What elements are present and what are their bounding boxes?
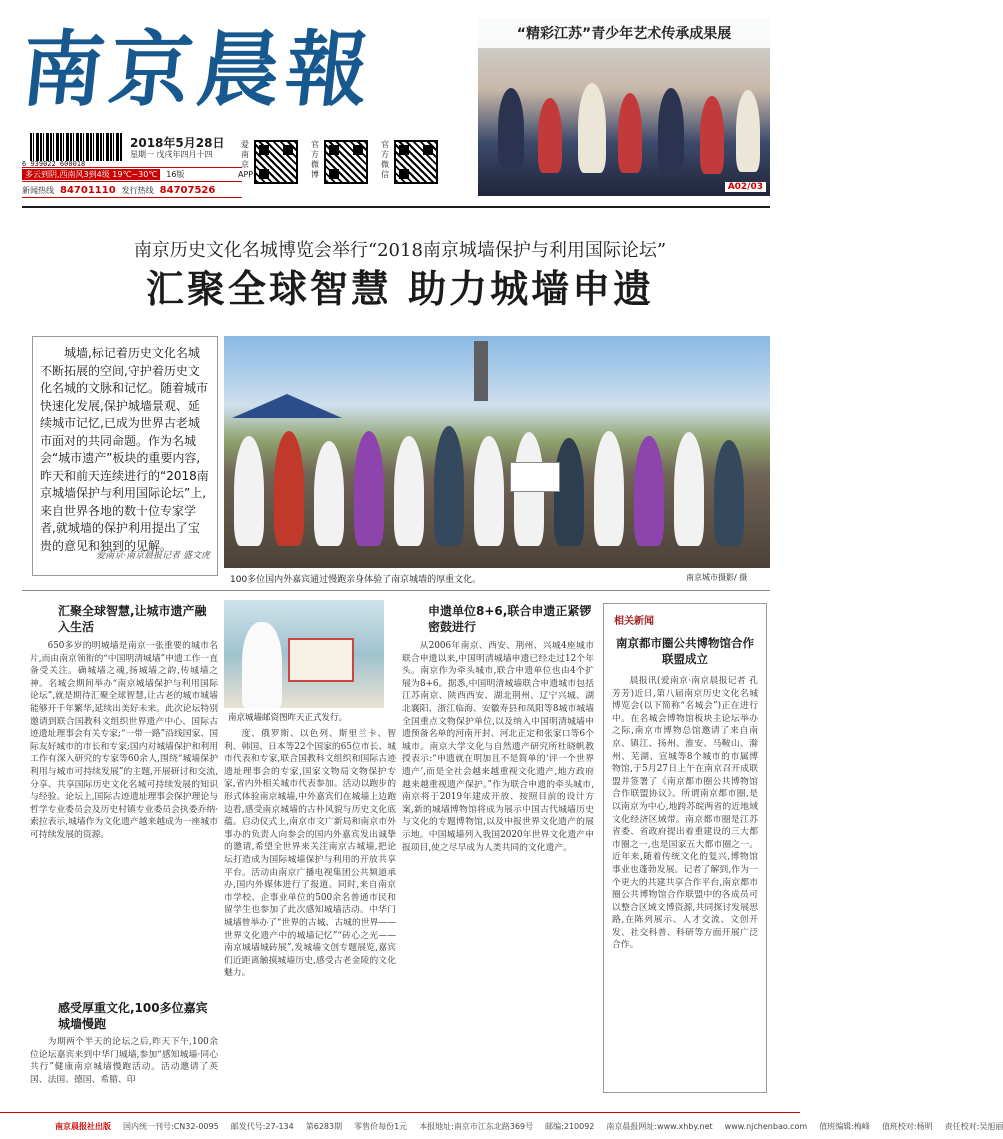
col1-text-2: 为期两个半天的论坛之后,昨天下午,100余位论坛嘉宾来到中华门城墙,参加“感知城墙·同心共行”健康南京城墙慢跑活动。活动邀请了英国、法国、德国、希腊、印 (30, 1037, 218, 1085)
col2-text: 度、俄罗斯、以色列、斯里兰卡、智利、韩国、日本等22个国家的65位市长、城市代表和专家,联合国教科文组织和国际古迹遗址理事会的专家,国家文物局文物保护专家,省内外相关城市代表参加。活动以跑步的形式体验南京城墙,中外嘉宾们在城墙上边跑边看,感受南京城墙的古朴风貌与历史文化底蕴。启动仪式上,南京市文广新局和南京市外事办的负责人向参会的国内外嘉宾发出诚挚的邀请,希望全世界来关注南京古城墙,把论坛打造成为国际城墙保护与利用的开放共享平台。活动由南京广播电视集团公共频道承办,国内外媒体进行了报道。同时,来自南京市学校、企事业单位的500余名普通市民和留学生也参加了此次感知城墙活动。中华门城墙曾举办了“世界的古城、古城的世界——世界文化遗产中的城墙记忆”“砖心之光——南京城墙城砖展”,发城墙文创专题展览,嘉宾们近距离触摸城墙历史,感受古老金陵的文化魅力。 (224, 729, 396, 979)
col1-subhead-1: 汇聚全球智慧,让城市遗产融入生活 (58, 604, 207, 634)
footer-bar (0, 1112, 1003, 1139)
col2-body (224, 728, 396, 1104)
person-shape (242, 622, 282, 708)
main-photo-caption: 100多位国内外嘉宾通过慢跑亲身体验了南京城墙的厚重文化。 (230, 575, 482, 585)
stamp-photo (224, 600, 384, 708)
related-news-text: 晨报讯(爱南京·南京晨报记者 孔芳芳)近日,第八届南京历史文化名城博览会(以下简称“名城会”)正在进行中。在名城会博物馆板块主论坛举办之际,南京市博物总馆邀请了来自南京、镇江、扬州、淮安、马鞍山、滁州、芜湖、宣城等8个城市的市属博物馆,于5月27日上午在南京召开成联盟并签署了《南京都市圈公共博物馆合作联盟协议》。所谓南京都市圈,是以南京为中心,地跨苏皖两省的近地域文化经济区域带。南京都市圈是江苏省委、省政府提出着重建设的三大都市圈之一,也是国家五大都市圈之一。近年来,随着传统文化的复兴,博物馆事业也蓬勃发展。记者了解到,作为一个更大的共建共享合作平台,南京都市圈公共博物馆合作联盟中的各成员可以整合区域文博资源,共同探讨发展思路,在陈列展示、人才交流、文创开发、社交科普、科研等方面开展广泛合作。 (612, 676, 758, 951)
issue-date: 2018年5月28日 (130, 136, 225, 150)
footer-editor: 值班编辑:梅峰 (819, 1121, 870, 1131)
footer-address: 本报地址:南京市江东北路369号 (419, 1121, 534, 1131)
tent-shape (232, 394, 342, 418)
hotline-number: 84701110 (60, 184, 116, 196)
weather-text: 多云到阴,西南风3到4级 19℃~30℃ (22, 169, 160, 180)
related-news-title: 南京都市圈公共博物馆合作联盟成立 (616, 636, 754, 666)
related-news-tag: 相关新闻 (614, 616, 654, 627)
footer-postal: 邮发代号:27-134 (230, 1121, 294, 1131)
lunar-date: 星期一 戊戌年四月十四 (130, 150, 213, 159)
footer-website-2: www.njchenbao.com (724, 1121, 808, 1131)
footer-website-1: 南京晨报网址:www.xhby.net (606, 1121, 713, 1131)
col3-body (402, 640, 594, 1104)
main-photo (224, 336, 770, 568)
col3-subhead: 申遗单位8+6,联合申遗正紧锣密鼓进行 (428, 604, 592, 634)
dist-label: 发行热线 (121, 185, 154, 195)
pagoda-shape (474, 341, 488, 401)
qr-label-wechat: 官方微信 (381, 140, 389, 179)
app-qr-code (254, 140, 298, 184)
related-news-body (612, 675, 758, 1093)
footer-cn: 国内统一刊号:CN32-0095 (123, 1121, 219, 1131)
banner-title: “精彩江苏”青少年艺术传承成果展 (478, 18, 770, 48)
related-news-box (603, 603, 767, 1093)
wechat-qr-code (394, 140, 438, 184)
main-photo-credit: 南京城市摄影/ 摄 (686, 573, 748, 582)
col1-text-1: 650多岁的明城墙是南京一张重要的城市名片,而由南京领衔的“中国明清城墙”申遗工作一直备受关注。确城墙之魂,扬城墙之韵,传城墙之神。名城会期间举办“南京城墙保护与利用国际论坛”,就是期待汇聚全球智慧,让古老的城市城墙能够开千年繁华,延续出美好未来。此次论坛特别邀请到联合国教科文组织世界遗产中心、国际古迹遗址理事会有关专家;“一带一路”沿线国家、国际友好城市的市长和专家;国内对城墙保护和利用工作有深入研究的专家等60余人,围绕“城墙保护利用与城市可持续发展”的主题,开展研讨和交流,分享、共享国际历史文化名城可持续发展的知识与经验。论坛上,国际古迹遗址理事会保护理论与哲学专业委员会及历史村镇专业委员会执委乔纳·索拉表示,城墙作为文化遗产越来越成为一座城市可持续发展的资源。 (30, 641, 218, 840)
qr-label-weibo: 官方微博 (311, 140, 319, 179)
masthead-divider (22, 206, 770, 208)
footer-zip: 邮编:210092 (545, 1121, 595, 1131)
footer-publisher: 南京晨报社出版 (55, 1121, 111, 1131)
banner-page-ref: A02/03 (725, 182, 766, 192)
hotline-row (22, 183, 242, 198)
held-sign (510, 462, 560, 492)
footer-price: 零售价每份1元 (354, 1121, 408, 1131)
barcode (30, 133, 122, 161)
weibo-qr-code (324, 140, 368, 184)
col1-body-2 (30, 1036, 218, 1104)
section-divider (22, 590, 770, 591)
footer-proof-2: 责任校对:吴旭丽 (944, 1121, 1003, 1131)
col1-body-1 (30, 640, 218, 994)
footer-issue: 第6283期 (305, 1121, 343, 1131)
hotline-label: 新闻热线 (22, 185, 54, 195)
headline-kicker: 南京历史文化名城博览会举行“2018南京城墙保护与利用国际论坛” (133, 240, 667, 261)
pages-count: 16版 (166, 170, 185, 179)
barcode-number: 6 939022 600018 (22, 160, 86, 168)
col1-subhead-2: 感受厚重文化,100多位嘉宾城墙慢跑 (58, 1001, 208, 1031)
qr-label-app: 爱南京APP (238, 140, 254, 179)
lead-byline: 爱南京·南京晨报记者 盛文虎 (96, 551, 210, 561)
stamp-photo-caption: 南京城墙邮资图昨天正式发行。 (228, 713, 348, 723)
dist-number: 84707526 (159, 184, 216, 196)
footer-proof: 值班校对:杨明 (881, 1121, 933, 1131)
masthead-title: 南京晨報 (17, 22, 380, 118)
stamp-card (288, 638, 354, 682)
lead-paragraph: 城墙,标记着历史文化名城不断拓展的空间,守护着历史文化名城的文脉和记忆。随着城市快速化发展,保护城墙景观、延续城市记忆,已成为世界古老城市面对的共同命题。作为名城会“城市遗产”板块的重要内容,昨天和前天连续进行的“2018南京城墙保护与利用国际论坛”上,来自世界各地的数十位专家学者,就城墙的保护利用提出了宝贵的意见和独到的见解。 (40, 346, 209, 553)
main-headline: 汇聚全球智慧 助力城墙申遗 (145, 267, 655, 311)
col3-text: 从2006年南京、西安、荆州、兴城4座城市联合申遗以来,中国明清城墙申遗已经走过12个年头。南京作为牵头城市,联合申遗单位也由4个扩展为8+6。据悉,中国明清城墙联合申遗城市包括江苏南京、陕西西安、湖北荆州、辽宁兴城、湖北襄阳、浙江临海、安徽寿县和凤阳等8城市城墙全国重点文物保护单位,以及纳入中国明清城墙申遗预备名单的河南开封、河北正定和张家口等6个城市。南京大学文化与自然遗产研究所杜晓帆教授表示:“申遗就在明加且不是简单的‘评一个世界遗产’,而是全社会越来越重视文化遗产,地方政府越来越重视遗产保护。”作为联合申遗的牵头城市,南京将于2019年建成开放、按照目前的设计方案,新的城墙博物馆将成为展示中国古代城墙历史与文化的专题博物馆,以及申报世界文化遗产的展示地。中国城墙列入我国2020年世界文化遗产申报项目,使之尽早成为人类共同的文化遗产。 (402, 641, 594, 853)
weather-row (22, 167, 242, 182)
banner-photo (478, 18, 770, 196)
